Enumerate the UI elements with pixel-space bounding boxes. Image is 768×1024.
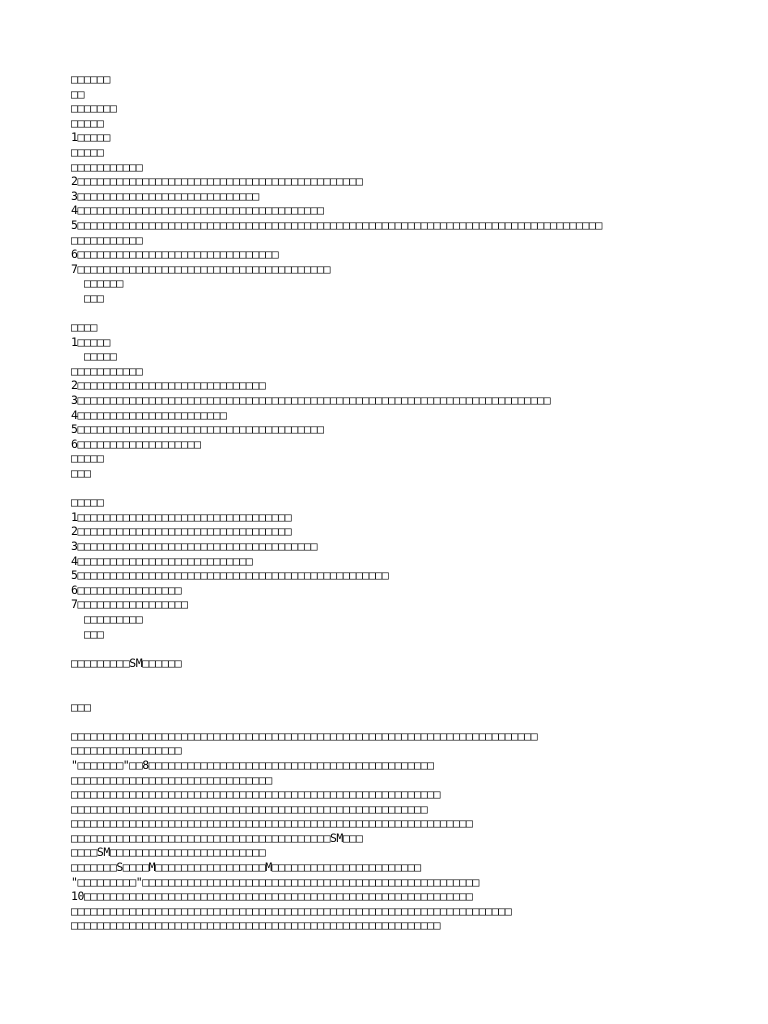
text-line: □□□□□□ — [71, 276, 123, 291]
text-line: □□□□□□□□□□□□□□□□□□□□□□□□□□□□□□□□□□□□□□□□□□□□□□□□□□□□□□□□□□□□□□ — [71, 816, 473, 831]
text-line: □□□□□□□□□□□ — [71, 363, 143, 378]
text-line: □□□□□□□□□□□□□□□□□□□□□□□□□□□□□□□ — [71, 772, 272, 787]
text-line: □□□□□□□ — [71, 101, 117, 116]
text-line: 6□□□□□□□□□□□□□□□□□□□□□□□□□□□□□□□ — [71, 247, 279, 262]
text-line: □□□□ — [71, 320, 97, 335]
text-line: 2□□□□□□□□□□□□□□□□□□□□□□□□□□□□□□□□□□□□□□□□□□□□ — [71, 174, 363, 189]
text-line: □□□□□ — [71, 495, 104, 510]
text-line: □□□□□□□□□□□□□□□□□□□□□□□□□□□□□□□□□□□□□□□□□□□□□□□□□□□□□□□ — [71, 801, 428, 816]
text-line: 4□□□□□□□□□□□□□□□□□□□□□□□□□□□□□□□□□□□□□□ — [71, 203, 324, 218]
text-line: □□□ — [71, 626, 104, 641]
text-line: 5□□□□□□□□□□□□□□□□□□□□□□□□□□□□□□□□□□□□□□ — [71, 422, 324, 437]
text-line: 1□□□□□□□□□□□□□□□□□□□□□□□□□□□□□□□□□ — [71, 509, 292, 524]
text-line: □□□□□□□□□SM□□□□□□ — [71, 655, 182, 670]
text-line: 4□□□□□□□□□□□□□□□□□□□□□□□ — [71, 407, 227, 422]
text-line: 5□□□□□□□□□□□□□□□□□□□□□□□□□□□□□□□□□□□□□□□□□□□□□□□□ — [71, 568, 389, 583]
text-line: 2□□□□□□□□□□□□□□□□□□□□□□□□□□□□□ — [71, 378, 266, 393]
document-body — [71, 72, 731, 933]
text-line: 4□□□□□□□□□□□□□□□□□□□□□□□□□□□ — [71, 553, 253, 568]
text-line: 1□□□□□ — [71, 334, 110, 349]
text-line: 3□□□□□□□□□□□□□□□□□□□□□□□□□□□□□□□□□□□□□□□□□□□□□□□□□□□□□□□□□□□□□□□□□□□□□□□□□ — [71, 393, 551, 408]
text-line: □□□□□□□□□□□□□□□□□ — [71, 743, 182, 758]
text-line: 2□□□□□□□□□□□□□□□□□□□□□□□□□□□□□□□□□ — [71, 524, 292, 539]
text-line: □□□ — [71, 290, 104, 305]
text-line: 7□□□□□□□□□□□□□□□□□ — [71, 597, 188, 612]
text-line: "□□□□□□□"□□8□□□□□□□□□□□□□□□□□□□□□□□□□□□□□□□□□□□□□□□□□□□□ — [71, 757, 434, 772]
text-line: 3□□□□□□□□□□□□□□□□□□□□□□□□□□□□□□□□□□□□□ — [71, 539, 317, 553]
text-line: □□□ — [71, 699, 91, 714]
text-line: □□□□□□□□□□□□□□□□□□□□□□□□□□□□□□□□□□□□□□□□□□□□□□□□□□□□□□□□□□□□□□□□□□□□ — [71, 903, 512, 918]
text-line: □□□□□□□□□□□□□□□□□□□□□□□□□□□□□□□□□□□□□□□□SM□□□ — [71, 830, 363, 845]
text-line: 6□□□□□□□□□□□□□□□□ — [71, 582, 182, 597]
text-line: □□□□□ — [71, 349, 117, 364]
blank-line — [71, 306, 731, 321]
text-line: □□□□□ — [71, 115, 104, 130]
blank-line — [71, 670, 731, 685]
blank-line — [71, 481, 731, 496]
text-line: 10□□□□□□□□□□□□□□□□□□□□□□□□□□□□□□□□□□□□□□□□□□□□□□□□□□□□□□□□□□□□ — [71, 889, 473, 904]
text-line: □□□ — [71, 466, 91, 481]
text-line: 7□□□□□□□□□□□□□□□□□□□□□□□□□□□□□□□□□□□□□□□ — [71, 261, 330, 276]
blank-line — [71, 685, 731, 700]
text-line: 1□□□□□ — [71, 130, 110, 145]
text-line: 6□□□□□□□□□□□□□□□□□□□ — [71, 436, 201, 451]
text-line: □□□□□□ — [71, 72, 110, 86]
text-line: □□□□□ — [71, 144, 104, 159]
text-line: □□□□□□□□□□□□□□□□□□□□□□□□□□□□□□□□□□□□□□□□□□□□□□□□□□□□□□□□□ — [71, 918, 440, 933]
blank-line — [71, 641, 731, 656]
text-line: 3□□□□□□□□□□□□□□□□□□□□□□□□□□□□ — [71, 188, 259, 203]
text-line: "□□□□□□□□□"□□□□□□□□□□□□□□□□□□□□□□□□□□□□□□□□□□□□□□□□□□□□□□□□□□□□ — [71, 874, 479, 889]
text-line: □□□□□□□□□□□□□□□□□□□□□□□□□□□□□□□□□□□□□□□□□□□□□□□□□□□□□□□□□ — [71, 787, 440, 802]
text-line: □□□□□□□□□□□ — [71, 159, 143, 174]
text-line: □□□□□□□□□□□ — [71, 232, 143, 247]
text-line: □□ — [71, 86, 84, 101]
text-line: □□□□□□□□□□□□□□□□□□□□□□□□□□□□□□□□□□□□□□□□□□□□□□□□□□□□□□□□□□□□□□□□□□□□□□□□ — [71, 728, 538, 743]
blank-line — [71, 714, 731, 729]
text-line: □□□□□□□□□ — [71, 611, 143, 626]
text-line: □□□□□ — [71, 451, 104, 466]
text-line: □□□□SM□□□□□□□□□□□□□□□□□□□□□□□□ — [71, 845, 266, 860]
text-line: 5□□□□□□□□□□□□□□□□□□□□□□□□□□□□□□□□□□□□□□□□□□□□□□□□□□□□□□□□□□□□□□□□□□□□□□□□□□□□□□□□□ — [71, 217, 602, 232]
text-line: □□□□□□□S□□□□M□□□□□□□□□□□□□□□□□M□□□□□□□□□□□□□□□□□□□□□□□ — [71, 860, 421, 875]
